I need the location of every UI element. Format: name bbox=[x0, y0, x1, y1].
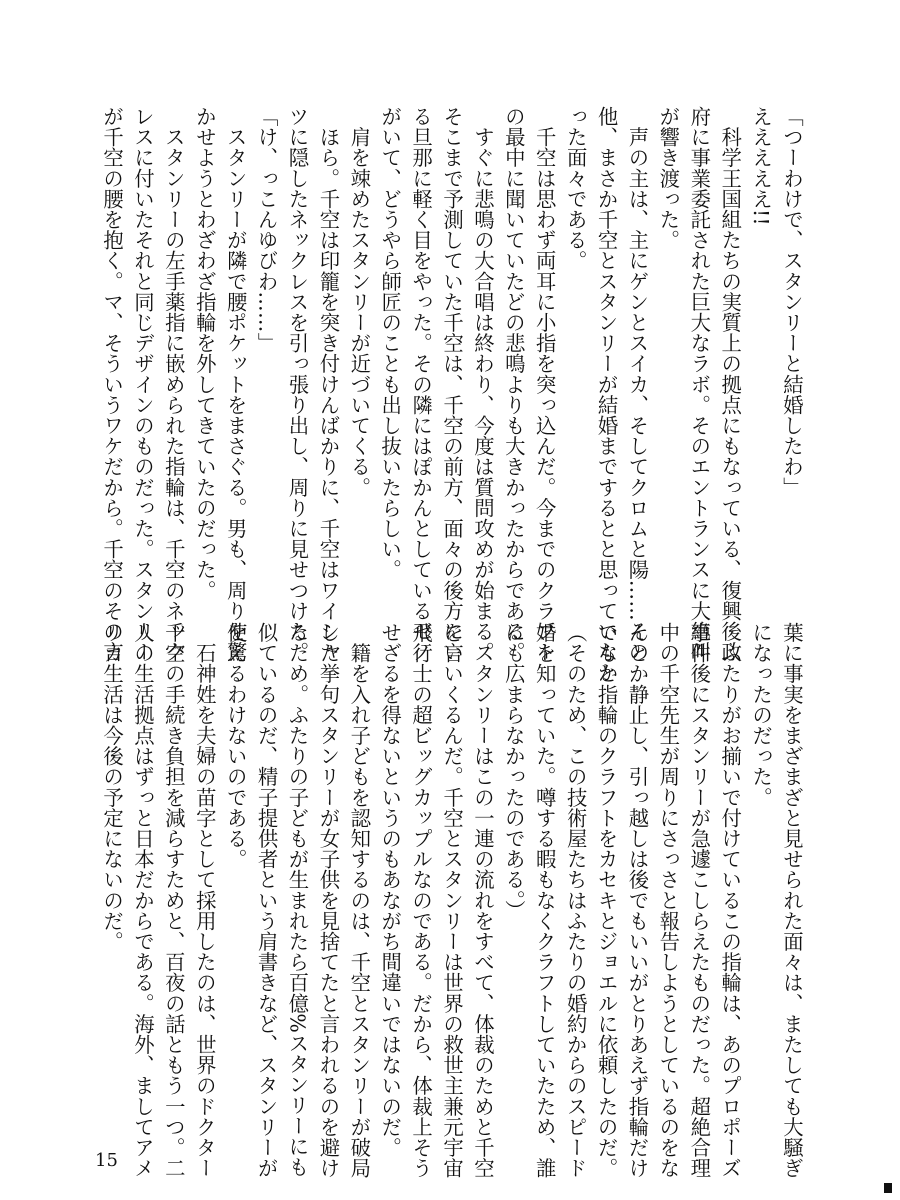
text-line: んとか静止し、引っ越しは後でもいいがとりあえず指輪だけ bbox=[625, 622, 650, 1179]
text-line: 科学王国組たちの実質上の拠点にもなっている、復興後政 bbox=[718, 106, 743, 663]
text-line: を言いくるんだ。千空とスタンリーは世界の救世主兼元宇宙 bbox=[440, 622, 465, 1179]
text-line: 「け、っこんゆびわ……」 bbox=[254, 106, 279, 354]
text-line: そこまで予測していた千空は、千空の前方、面々の後方にい bbox=[440, 106, 465, 663]
text-line: 婚を知っていた。噂する暇もなくクラフトしていたため、誰 bbox=[532, 622, 557, 1179]
text-line: スタンリーの左手薬指に嵌められた指輪は、千空のネック bbox=[161, 106, 186, 663]
text-line: ほら。千空は印籠を突き付けんばかりに、千空はワイシャ bbox=[316, 106, 341, 663]
text-line: 葉に事実をまざまざと見せられた面々は、またしても大騒ぎ bbox=[780, 622, 804, 1179]
text-line: レスに付いたそれと同じデザインのものだった。スタンリー bbox=[130, 106, 155, 663]
text-line: がいて、どうやら師匠のことも出し抜いたらしい。 bbox=[378, 106, 403, 580]
text-line: スタンリーはこの一連の流れをすべて、体裁のためと千空 bbox=[470, 622, 495, 1179]
text-line: 籍を入れ子どもを認知するのは、千空とスタンリーが破局 bbox=[347, 622, 372, 1179]
text-line: 使えるわけないのである。 bbox=[223, 622, 248, 870]
text-line: スタンリーが隣で腰ポケットをまさぐる。男も、周りを驚 bbox=[223, 106, 248, 663]
text-line: るため。ふたりの子どもが生まれたら百億%スタンリーにも bbox=[285, 622, 310, 1178]
text-line: 府に事業委託された巨大なラボ。そのエントランスに大絶叫 bbox=[687, 106, 712, 663]
text-line: が千空の腰を抱く。マ、そういうワケだから。千空のその言 bbox=[100, 106, 125, 663]
text-line: リカ生活は今後の予定にないのだ。 bbox=[100, 622, 125, 952]
text-line: すぐに悲鳴の大合唱は終わり、今度は質問攻めが始まる。 bbox=[470, 106, 495, 663]
text-line: 「つーわけで、スタンリーと結婚したわ」 bbox=[780, 106, 804, 498]
text-line: 中の千空先生が周りにさっさと報告しようとしているのをな bbox=[656, 622, 681, 1179]
text-line: （そのため、この技術屋たちはふたりの婚約からのスピード bbox=[563, 622, 588, 1179]
text-line: 飛行士の超ビッグカップルなのである。だから、体裁上そう bbox=[409, 622, 434, 1179]
text-line: 千空は思わず両耳に小指を突っ込んだ。今までのクラフト bbox=[532, 106, 557, 663]
text-line: る旦那に軽く目をやった。その隣にはぽかんとしているゼノ bbox=[409, 106, 434, 663]
text-line: 人の生活拠点はずっと日本だからである。海外、ましてアメ bbox=[130, 622, 155, 1179]
text-line: ツに隠したネックレスを引っ張り出し、周りに見せつけた。 bbox=[285, 106, 310, 663]
text-line: 石神姓を夫婦の苗字として採用したのは、世界のドクター bbox=[192, 622, 217, 1179]
upper-text-block bbox=[96, 106, 807, 683]
text-line: ふたりがお揃いで付けているこの指輪は、あのプロポーズ bbox=[718, 622, 743, 1179]
text-line: 声の主は、主にゲンとスイカ、そしてクロムと陽……その bbox=[625, 106, 650, 663]
text-line: 似ているのだ、精子提供者という肩書きなど、スタンリーが bbox=[254, 622, 279, 1179]
text-line: にも広まらなかったのである。） bbox=[501, 622, 526, 921]
text-line: 事件後にスタンリーが急遽こしらえたものだった。超絶合理 bbox=[687, 622, 712, 1179]
text-line: 千空の手続き負担を減らすためと、百夜の話ともう一つ。二 bbox=[161, 622, 186, 1179]
text-line: せざるを得ないというのもあながち間違いではないのだ。 bbox=[378, 622, 403, 1158]
page-number: 15 bbox=[95, 1150, 118, 1171]
text-line: が響き渡った。 bbox=[656, 106, 681, 251]
text-line: かせようとわざわざ指輪を外してきていたのだった。 bbox=[192, 106, 217, 601]
text-line: した挙句スタンリーが女子供を見捨てたと言われるのを避け bbox=[316, 622, 341, 1179]
text-line: えええええ!! bbox=[749, 106, 774, 226]
corner-mark bbox=[884, 1183, 892, 1193]
text-line: になったのだった。 bbox=[749, 622, 774, 808]
text-line: 他、まさか千空とスタンリーが結婚までするとと思っていなか bbox=[594, 106, 619, 683]
text-line: でもと指輪のクラフトをカセキとジョエルに依頼したのだ。 bbox=[594, 622, 619, 1179]
text-line: の最中に聞いていたどの悲鳴よりも大きかったからである。 bbox=[501, 106, 526, 663]
text-line: った面々である。 bbox=[563, 106, 588, 271]
text-line: 肩を竦めたスタンリーが近づいてくる。 bbox=[347, 106, 372, 498]
